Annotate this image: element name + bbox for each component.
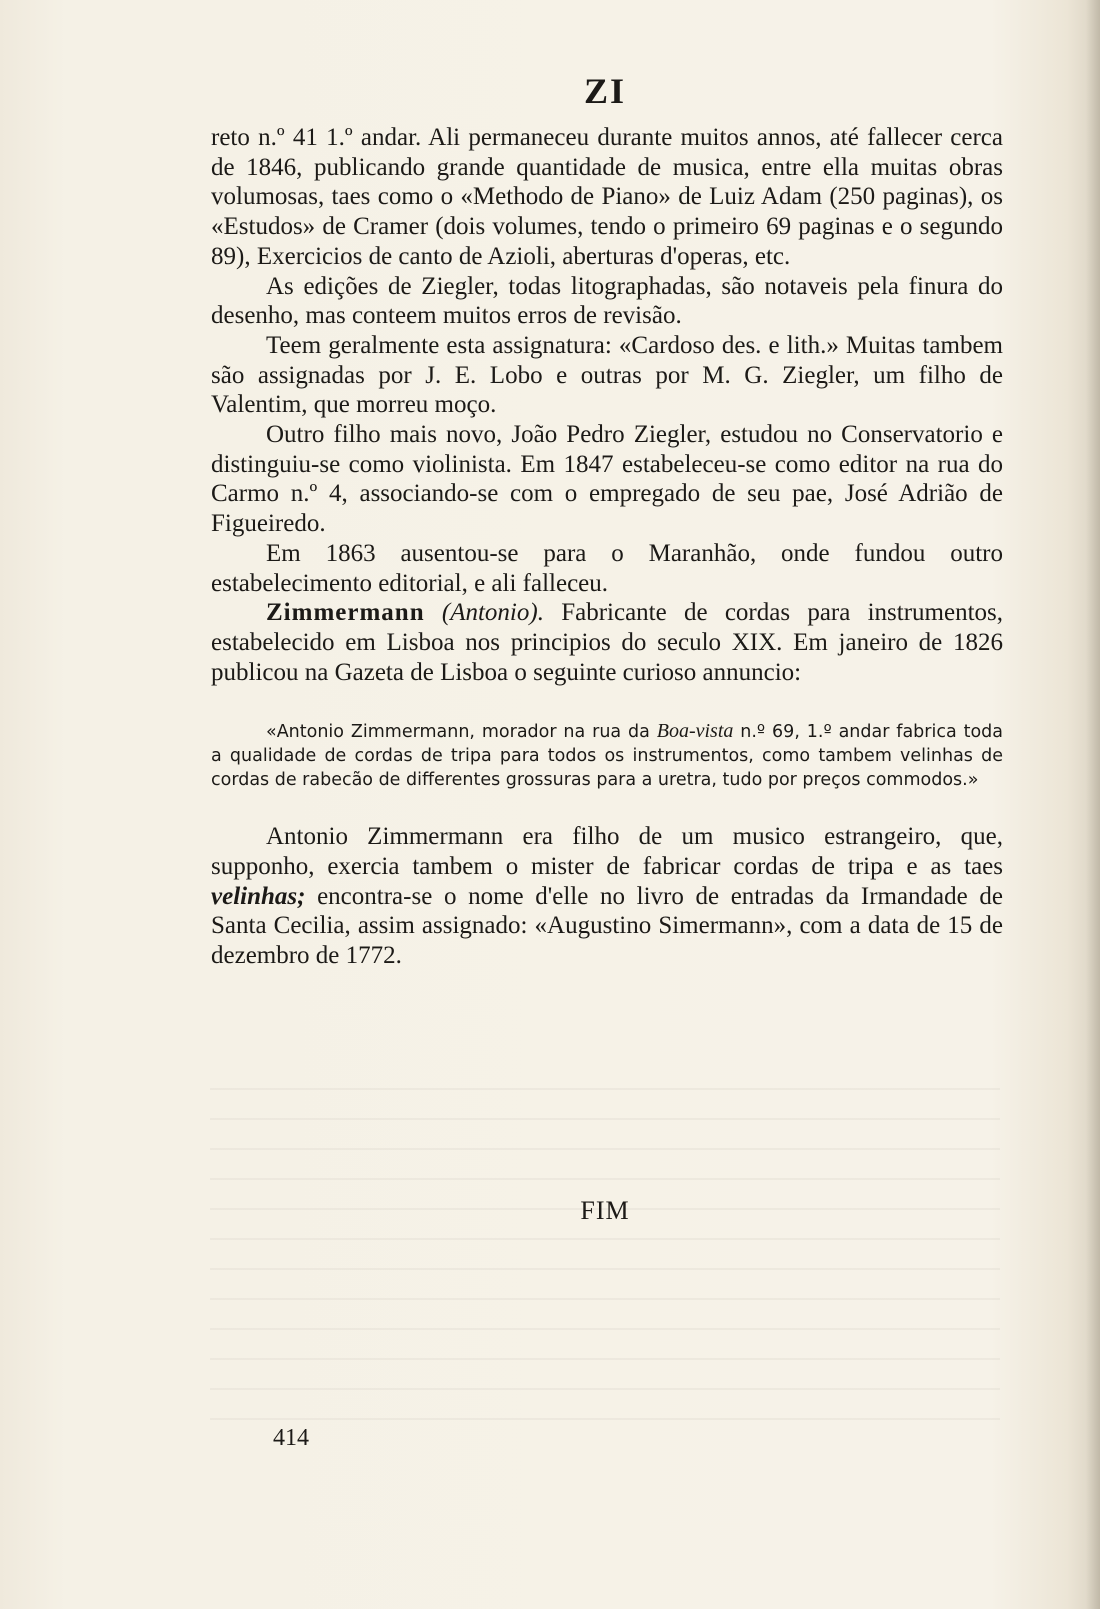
quote-part-1: «Antonio Zimmermann, morador na rua da xyxy=(266,722,657,743)
page-number: 414 xyxy=(273,1425,309,1451)
paragraph-joao-pedro: Outro filho mais novo, João Pedro Ziegler, estudou no Conservatorio e distinguiu-se como violinista. Em 1847 estabeleceu-se como editor na rua do Carmo n.º 4, associando-se com o empregado de seu pae, José Adrião de Figueiredo. xyxy=(211,421,1003,538)
show-through-text xyxy=(210,1080,1000,1420)
running-head: ZI xyxy=(583,71,627,111)
closing-part-2: encontra-se o nome d'elle no livro de entradas da Irmandade de Santa Cecilia, assim assignado: «Augustino Simermann», com a data de 15 de dezembro de 1772. xyxy=(211,882,1003,970)
end-mark: FIM xyxy=(580,1196,630,1225)
quote-street: Boa-vista xyxy=(656,720,734,743)
closing-part-1: Antonio Zimmermann era filho de um musico estrangeiro, que, supponho, exercia tambem o mister de fabricar cordas de tripa e as taes xyxy=(211,823,1003,881)
closing-italic-word: velinhas; xyxy=(211,882,306,910)
quoted-announcement xyxy=(211,719,1003,792)
entry-zimmermann xyxy=(211,598,1003,687)
main-text xyxy=(211,123,1003,971)
paragraph-ziegler-editions: As edições de Ziegler, todas litographadas, são notaveis pela finura do desenho, mas conteem muitos erros de revisão. xyxy=(211,272,1003,330)
quote-part-2: n.º 69, 1.º andar fabrica toda a qualidade de cordas de tripa para todos os instrumentos, como tambem velinhas de cordas de rabecão de differentes grossuras para a uretra, tudo por preços commodos.» xyxy=(211,722,1003,791)
paragraph-closing xyxy=(211,822,1003,971)
paragraph-maranhao: Em 1863 ausentou-se para o Maranhão, onde fundou outro estabelecimento editorial, e ali falleceu. xyxy=(211,539,1003,597)
entry-name: Zimmermann xyxy=(266,599,425,627)
entry-given-name: (Antonio). xyxy=(441,599,544,627)
paragraph-signature: Teem geralmente esta assignatura: «Cardoso des. e lith.» Muitas tambem são assignadas por J. E. Lobo e outras por M. G. Ziegler, um filho de Valentim, que morreu moço. xyxy=(211,331,1003,419)
paragraph-continuation: reto n.º 41 1.º andar. Ali permaneceu durante muitos annos, até fallecer cerca de 1846, publicando grande quantidade de musica, entre ella muitas obras volumosas, taes como o «Methodo de Piano» de Luiz Adam (250 paginas), os «Estudos» de Cramer (dois volumes, tendo o primeiro 69 paginas e o segundo 89), Exercicios de canto de Azioli, aberturas d'operas, etc. xyxy=(211,124,1003,270)
entry-text: Fabricante de cordas para instrumentos, estabelecido em Lisboa nos principios do seculo XIX. Em janeiro de 1826 publicou na Gazeta de Lisboa o seguinte curioso annuncio: xyxy=(211,599,1004,686)
page-gutter-shadow xyxy=(1086,0,1100,1609)
